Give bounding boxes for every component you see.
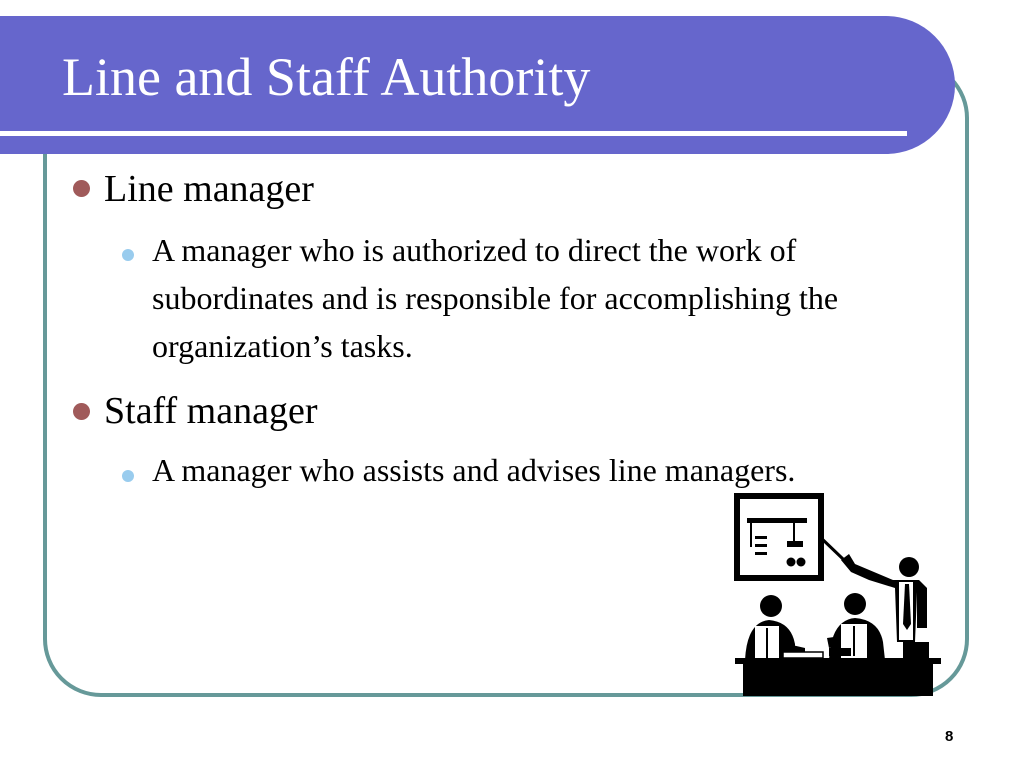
line-manager-definition: A manager who is authorized to direct the work of subordinates and is responsible for accomplishing the organization’s tasks.	[152, 232, 839, 364]
bullet-staff-manager: Staff manager	[104, 390, 318, 432]
bullet-dot-icon	[73, 403, 90, 420]
title-underline	[0, 131, 907, 136]
page-number: 8	[945, 728, 954, 745]
bullet-line-manager: Line manager	[104, 168, 314, 210]
slide-title: Line and Staff Authority	[62, 47, 591, 107]
bullet-dot-icon	[73, 180, 90, 197]
sub-bullet-dot-icon	[122, 249, 134, 261]
presentation-meeting-icon	[733, 492, 943, 698]
staff-manager-definition: A manager who assists and advises line managers.	[152, 452, 796, 488]
sub-bullet-dot-icon	[122, 470, 134, 482]
